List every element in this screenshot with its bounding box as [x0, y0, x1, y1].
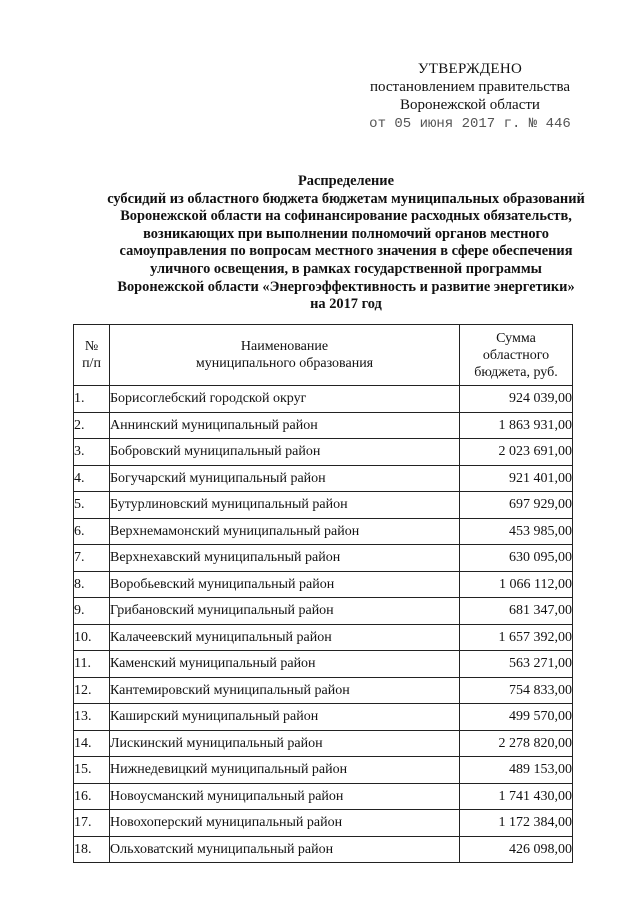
municipality-name: Грибановский муниципальный район — [110, 598, 460, 625]
municipality-name: Каширский муниципальный район — [110, 704, 460, 731]
title-line: самоуправления по вопросам местного значения в сфере обеспечения — [119, 243, 573, 260]
row-number: 12. — [74, 677, 110, 704]
subsidy-amount: 754 833,00 — [460, 677, 573, 704]
approval-line: постановлением правительства — [369, 79, 571, 95]
row-number: 3. — [74, 439, 110, 466]
subsidy-amount: 426 098,00 — [460, 836, 573, 863]
municipality-name: Бутурлиновский муниципальный район — [110, 492, 460, 519]
table-row — [74, 518, 573, 545]
row-number: 2. — [74, 412, 110, 439]
municipality-name: Ольховатский муниципальный район — [110, 836, 460, 863]
municipality-name: Аннинский муниципальный район — [110, 412, 460, 439]
row-number: 13. — [74, 704, 110, 731]
row-number: 15. — [74, 757, 110, 784]
municipality-name: Новоусманский муниципальный район — [110, 783, 460, 810]
municipality-name: Богучарский муниципальный район — [110, 465, 460, 492]
table-row — [74, 677, 573, 704]
subsidy-table — [73, 324, 573, 863]
subsidy-amount: 1 863 931,00 — [460, 412, 573, 439]
table-row — [74, 757, 573, 784]
row-number: 5. — [74, 492, 110, 519]
header-name-line: Наименование — [240, 339, 329, 354]
row-number: 9. — [74, 598, 110, 625]
table-row — [74, 412, 573, 439]
header-name-line: муниципального образования — [195, 356, 374, 371]
table-row — [74, 836, 573, 863]
subsidy-amount: 681 347,00 — [460, 598, 573, 625]
subsidy-amount: 630 095,00 — [460, 545, 573, 572]
subsidy-amount: 1 066 112,00 — [460, 571, 573, 598]
table-row — [74, 730, 573, 757]
table-row — [74, 704, 573, 731]
table-row — [74, 598, 573, 625]
municipality-name: Борисоглебский городской округ — [110, 386, 460, 413]
title-line: Распределение — [298, 173, 394, 189]
municipality-name: Лискинский муниципальный район — [110, 730, 460, 757]
row-number: 6. — [74, 518, 110, 545]
municipality-name: Воробьевский муниципальный район — [110, 571, 460, 598]
municipality-name: Калачеевский муниципальный район — [110, 624, 460, 651]
approval-stamp — [355, 60, 585, 133]
subsidy-amount: 489 153,00 — [460, 757, 573, 784]
subsidy-amount: 499 570,00 — [460, 704, 573, 731]
table-row — [74, 492, 573, 519]
row-number: 7. — [74, 545, 110, 572]
table-header-row — [74, 325, 573, 386]
approval-heading: УТВЕРЖДЕНО — [417, 61, 523, 77]
subsidy-amount: 453 985,00 — [460, 518, 573, 545]
row-number: 4. — [74, 465, 110, 492]
row-number: 14. — [74, 730, 110, 757]
table-row — [74, 545, 573, 572]
header-amount-line: областного — [482, 347, 550, 363]
municipality-name: Верхнехавский муниципальный район — [110, 545, 460, 572]
subsidy-amount: 924 039,00 — [460, 386, 573, 413]
header-amount — [460, 325, 573, 386]
header-amount-line: бюджета, руб. — [474, 364, 558, 380]
header-amount-line: Сумма — [496, 330, 536, 346]
approval-line: Воронежской области — [400, 97, 540, 113]
table-row — [74, 465, 573, 492]
title-line: уличного освещения, в рамках государственной программы — [150, 260, 542, 277]
municipality-name: Новохоперский муниципальный район — [110, 810, 460, 837]
subsidy-amount: 697 929,00 — [460, 492, 573, 519]
subsidy-amount: 2 023 691,00 — [460, 439, 573, 466]
subsidy-amount: 1 657 392,00 — [460, 624, 573, 651]
table-row — [74, 810, 573, 837]
table-row — [74, 783, 573, 810]
table-row — [74, 571, 573, 598]
municipality-name: Кантемировский муниципальный район — [110, 677, 460, 704]
title-line: субсидий из областного бюджета бюджетам муниципальных образований — [107, 190, 585, 207]
row-number: 8. — [74, 571, 110, 598]
table-row — [74, 651, 573, 678]
row-number: 17. — [74, 810, 110, 837]
municipality-name: Нижнедевицкий муниципальный район — [110, 757, 460, 784]
municipality-name: Бобровский муниципальный район — [110, 439, 460, 466]
title-line: Воронежской области на софинансирование расходных обязательств, — [120, 208, 572, 225]
title-line: возникающих при выполнении полномочий органов местного — [143, 225, 549, 242]
row-number: 11. — [74, 651, 110, 678]
row-number: 18. — [74, 836, 110, 863]
table-row — [74, 386, 573, 413]
row-number: 10. — [74, 624, 110, 651]
subsidy-amount: 1 172 384,00 — [460, 810, 573, 837]
header-number-line: п/п — [82, 356, 101, 371]
title-line: на 2017 год — [310, 296, 382, 313]
header-name — [110, 325, 460, 386]
row-number: 16. — [74, 783, 110, 810]
approval-date: от 05 июня 2017 г. № 446 — [369, 116, 571, 132]
subsidy-amount: 563 271,00 — [460, 651, 573, 678]
municipality-name: Верхнемамонский муниципальный район — [110, 518, 460, 545]
header-number-line: № — [84, 339, 99, 354]
subsidy-amount: 2 278 820,00 — [460, 730, 573, 757]
table-row — [74, 439, 573, 466]
subsidy-amount: 1 741 430,00 — [460, 783, 573, 810]
row-number: 1. — [74, 386, 110, 413]
title-line: Воронежской области «Энергоэффективность и развитие энергетики» — [117, 278, 575, 295]
header-number — [74, 325, 110, 386]
document-title — [70, 173, 622, 314]
table-row — [74, 624, 573, 651]
municipality-name: Каменский муниципальный район — [110, 651, 460, 678]
subsidy-amount: 921 401,00 — [460, 465, 573, 492]
